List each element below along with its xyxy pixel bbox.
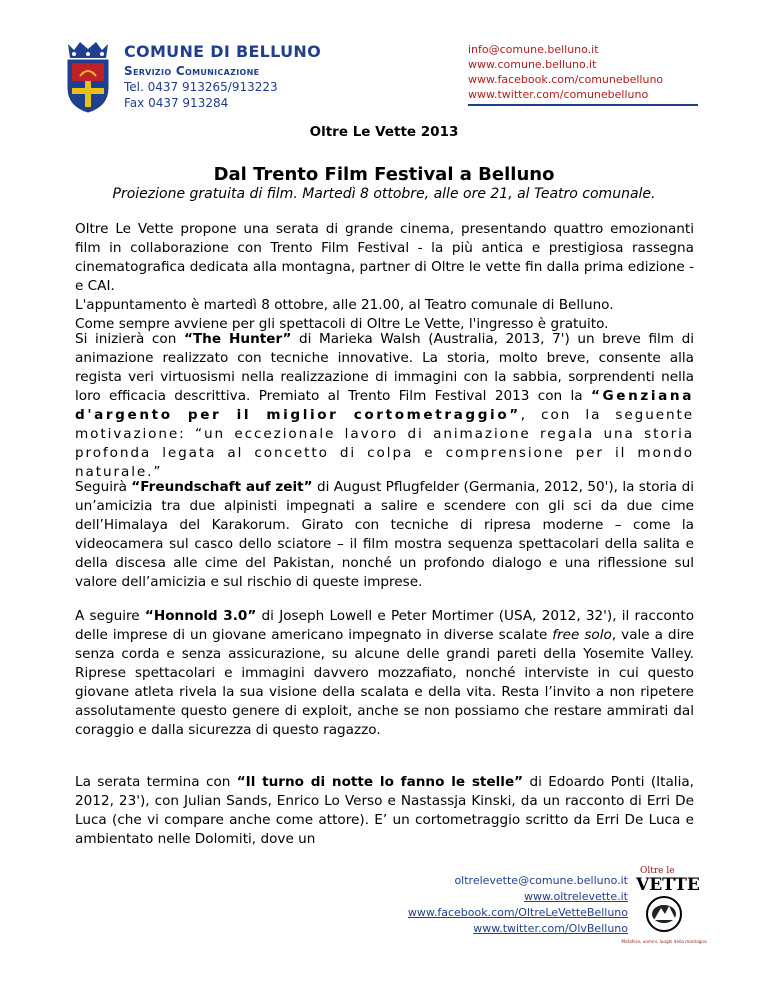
logo-tagline: Metafore, uomini, luoghi della montagna — [621, 939, 707, 944]
text: , vale a dire senza corda e senza assicurazione, su alcune delle grandi pareti della Yosemite Valley. Riprese spettacolari e immagini davvero mozzafiato, nonché interviste in cui questo giovane atleta rivela la sua visione della scalata e della vita. Resta l’invito a non ripetere assolutamente questo genere di exploit, anche se non possiamo che restare ammirati dal coraggio e dalla sicurezza di questo ragazzo. — [75, 627, 694, 738]
footer-contacts — [380, 873, 628, 937]
emphasis: free solo — [552, 627, 612, 643]
footer-facebook-link[interactable]: www.facebook.com/OltreLeVetteBelluno — [407, 906, 628, 919]
telephone: Tel. 0437 913265/913223 — [124, 80, 278, 94]
text: Si inizierà con — [75, 331, 184, 347]
fax: Fax 0437 913284 — [124, 96, 229, 110]
article-title: Dal Trento Film Festival a Belluno — [213, 164, 555, 185]
text: La serata termina con — [75, 774, 237, 790]
text: A seguire — [75, 608, 145, 624]
service-name: Servizio Comunicazione — [124, 64, 260, 78]
org-name: COMUNE DI BELLUNO — [124, 42, 321, 61]
contact-email[interactable]: info@comune.belluno.it — [468, 43, 599, 56]
oltre-le-vette-logo-icon — [621, 862, 707, 962]
film-title: “The Hunter” — [183, 331, 292, 347]
footer-website-link[interactable]: www.oltrelevette.it — [524, 890, 628, 903]
contact-twitter[interactable]: www.twitter.com/comunebelluno — [468, 88, 649, 101]
logo-main-text: VETTE — [636, 875, 700, 895]
paragraph-honnold — [75, 607, 694, 740]
text: di August Pflugfelder (Germania, 2012, 50'), la storia di un’amicizia tra due alpinisti impegnati a salire e scendere con gli sci da due cime dell’Himalaya del Karakorum. Girato con tecniche di ripresa moderne – come la videocamera sul casco dello sciatore – il film mostra sequenza spettacolari della salita e della discesa alle cime del Pakistan, nonché un profondo dialogo e una riflessione sul valore dell’amicizia e sul rischio di queste imprese. — [75, 479, 694, 590]
coat-of-arms-icon — [62, 40, 114, 114]
paragraph-il-turno — [75, 773, 694, 849]
award-name: “Genziana d'argento per il miglior cortometraggio” — [75, 388, 694, 423]
intro-text: Oltre Le Vette propone una serata di grande cinema, presentando quattro emozionanti film in collaborazione con Trento Film Festival - la più antica e prestigiosa rassegna cinematografica dedicata alla montagna, partner di Oltre le vette fin dalla prima edizione - e CAI. — [75, 221, 694, 294]
footer-twitter-link[interactable]: www.twitter.com/OlvBelluno — [473, 922, 628, 935]
header-divider — [468, 104, 698, 106]
contact-website[interactable]: www.comune.belluno.it — [468, 58, 597, 71]
text: di Joseph Lowell e Peter Mortimer (USA, 2012, 32'), il racconto delle imprese di un giovane americano impegnato in diverse scalate — [75, 608, 695, 643]
logo-top-text: Oltre le — [640, 866, 675, 876]
series-title: Oltre Le Vette 2013 — [309, 124, 459, 140]
intro-date: L'appuntamento è martedì 8 ottobre, alle 21.00, al Teatro comunale di Belluno. — [75, 297, 614, 313]
paragraph-freundschaft — [75, 478, 694, 592]
text: Seguirà — [75, 479, 132, 495]
article-subtitle: Proiezione gratuita di film. Martedì 8 ottobre, alle ore 21, al Teatro comunale. — [112, 186, 656, 202]
film-title: “Il turno di notte lo fanno le stelle” — [236, 774, 524, 790]
paragraph-intro — [75, 220, 694, 334]
header-contacts — [468, 42, 663, 102]
text: di Edoardo Ponti (Italia, 2012, 23'), con Julian Sands, Enrico Lo Verso e Nastassja Kinski, da un racconto di Erri De Luca (che vi compare anche come attore). E’ un cortometraggio scritto da Erri De Luca e ambientato nelle Dolomiti, dove un — [75, 774, 694, 847]
text: di Marieka Walsh (Australia, 2013, 7') un breve film di animazione realizzato con tecniche innovative. La storia, molto breve, consente alla regista veri virtuosismi nella realizzazione di immagini con la sabbia, sorprendenti nella loro efficacia descrittiva. Premiato al Trento Film Festival 2013 con la — [75, 331, 695, 404]
paragraph-the-hunter — [75, 330, 694, 482]
film-title: “Freundschaft auf zeit” — [131, 479, 313, 495]
contact-facebook[interactable]: www.facebook.com/comunebelluno — [468, 73, 664, 86]
film-title: “Honnold 3.0” — [144, 608, 257, 624]
footer-email[interactable]: oltrelevette@comune.belluno.it — [454, 874, 628, 887]
intro-entry: Come sempre avviene per gli spettacoli di Oltre Le Vette, l'ingresso è gratuito. — [75, 316, 609, 332]
award-motivation: , con la seguente motivazione: “un eccezionale lavoro di animazione regala una storia profonda legata al concetto di colpa e comprensione per il mondo naturale.” — [75, 407, 694, 480]
